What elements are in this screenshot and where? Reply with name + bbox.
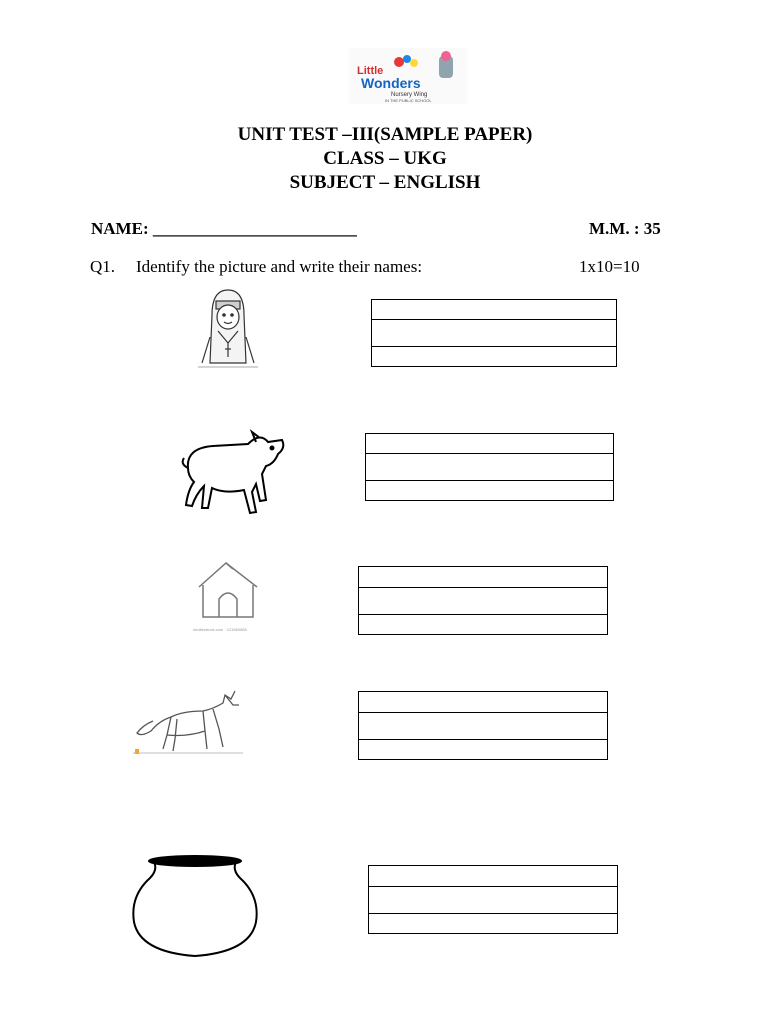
logo-text-wonders: Wonders bbox=[361, 75, 421, 91]
answer-box-3[interactable] bbox=[358, 566, 608, 635]
test-title: UNIT TEST –III(SAMPLE PAPER) bbox=[237, 124, 533, 145]
answer-line bbox=[366, 480, 613, 481]
answer-line bbox=[359, 739, 607, 740]
doghouse-icon bbox=[193, 557, 263, 632]
question-number: Q1. bbox=[90, 257, 116, 276]
pot-icon bbox=[128, 852, 263, 967]
answer-box-1[interactable] bbox=[371, 299, 617, 367]
doghouse-caption: shutterstock.com · 121660885 bbox=[193, 627, 247, 632]
answer-line bbox=[372, 319, 616, 320]
question-marks: 1x10=10 bbox=[579, 257, 640, 276]
fox-icon bbox=[133, 685, 248, 765]
answer-box-5[interactable] bbox=[368, 865, 618, 934]
pig-icon bbox=[178, 428, 288, 528]
subject-label: SUBJECT – ENGLISH bbox=[289, 172, 481, 193]
answer-line bbox=[366, 453, 613, 454]
answer-line bbox=[372, 346, 616, 347]
answer-line bbox=[359, 712, 607, 713]
answer-line bbox=[369, 886, 617, 887]
answer-line bbox=[369, 913, 617, 914]
nun-icon bbox=[188, 285, 268, 375]
answer-line bbox=[359, 614, 607, 615]
logo-text-school: IN THE PUBLIC SCHOOL bbox=[385, 98, 432, 103]
logo-text-wing: Nursery Wing bbox=[391, 92, 428, 98]
question-text: Identify the picture and write their names: bbox=[136, 257, 423, 276]
answer-box-4[interactable] bbox=[358, 691, 608, 760]
logo-text-little: Little bbox=[357, 65, 384, 77]
name-field-label: NAME: ________________________ bbox=[91, 219, 357, 238]
school-logo bbox=[349, 48, 467, 104]
answer-box-2[interactable] bbox=[365, 433, 614, 501]
answer-line bbox=[359, 587, 607, 588]
class-label: CLASS – UKG bbox=[323, 148, 447, 169]
max-marks: M.M. : 35 bbox=[589, 219, 661, 238]
